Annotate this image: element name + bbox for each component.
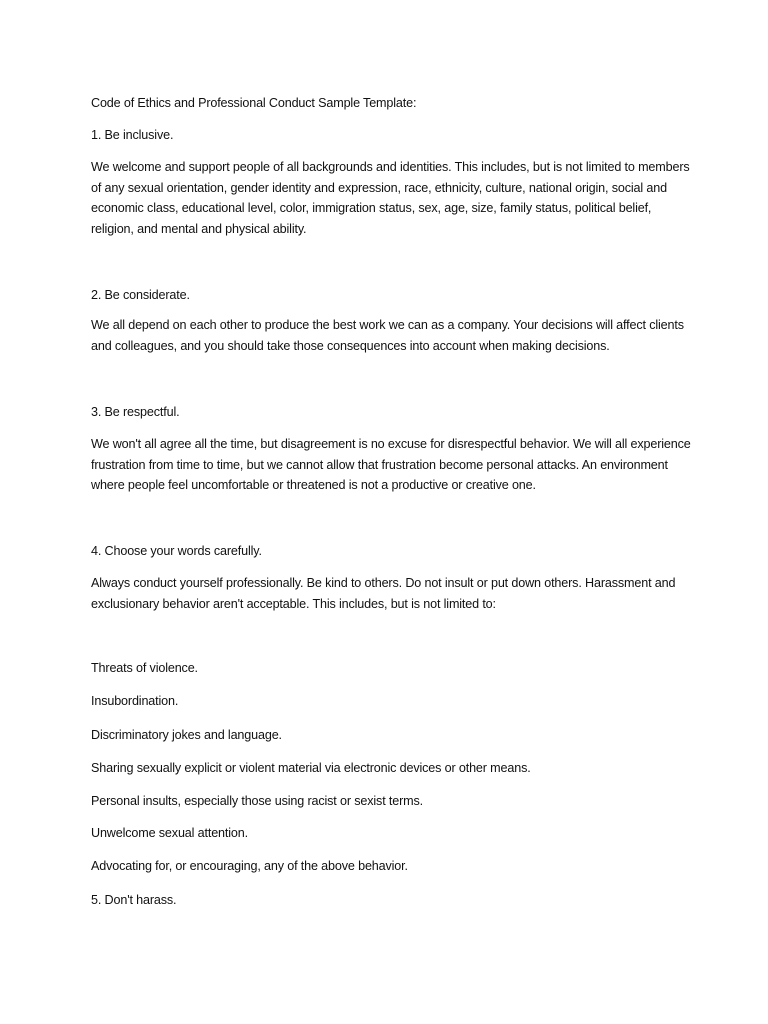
list-item: Unwelcome sexual attention.: [91, 826, 248, 840]
section-3-heading: 3. Be respectful.: [91, 405, 180, 419]
list-item: Personal insults, especially those using racist or sexist terms.: [91, 794, 423, 808]
section-4-heading: 4. Choose your words carefully.: [91, 544, 262, 558]
list-item: Discriminatory jokes and language.: [91, 728, 282, 742]
section-1-heading: 1. Be inclusive.: [91, 128, 174, 142]
list-item: Threats of violence.: [91, 661, 198, 675]
section-4-body: Always conduct yourself professionally. Be kind to others. Do not insult or put down others. Harassment and exclusionary behavior aren't acceptable. This includes, but is not limited to:: [91, 576, 676, 611]
section-1-body: We welcome and support people of all backgrounds and identities. This includes, but is not limited to members of any sexual orientation, gender identity and expression, race, ethnicity, culture, national origin, social and economic class, educational level, color, immigration status, sex, age, size, family status, political belief, religion, and mental and physical ability.: [91, 160, 690, 236]
list-item: Sharing sexually explicit or violent material via electronic devices or other means.: [91, 761, 531, 775]
list-item: Advocating for, or encouraging, any of the above behavior.: [91, 859, 408, 873]
list-item: Insubordination.: [91, 694, 179, 708]
document-title: Code of Ethics and Professional Conduct Sample Template:: [91, 96, 417, 110]
section-2-heading: 2. Be considerate.: [91, 288, 190, 302]
section-2-body: We all depend on each other to produce the best work we can as a company. Your decisions will affect clients and colleagues, and you should take those consequences into account when making decisions.: [91, 318, 684, 353]
section-3-body: We won't all agree all the time, but disagreement is no excuse for disrespectful behavior. We will all experience frustration from time to time, but we cannot allow that frustration become personal attacks. An environment where people feel uncomfortable or threatened is not a productive or creative one.: [91, 437, 691, 492]
section-5-heading: 5. Don't harass.: [91, 893, 177, 907]
